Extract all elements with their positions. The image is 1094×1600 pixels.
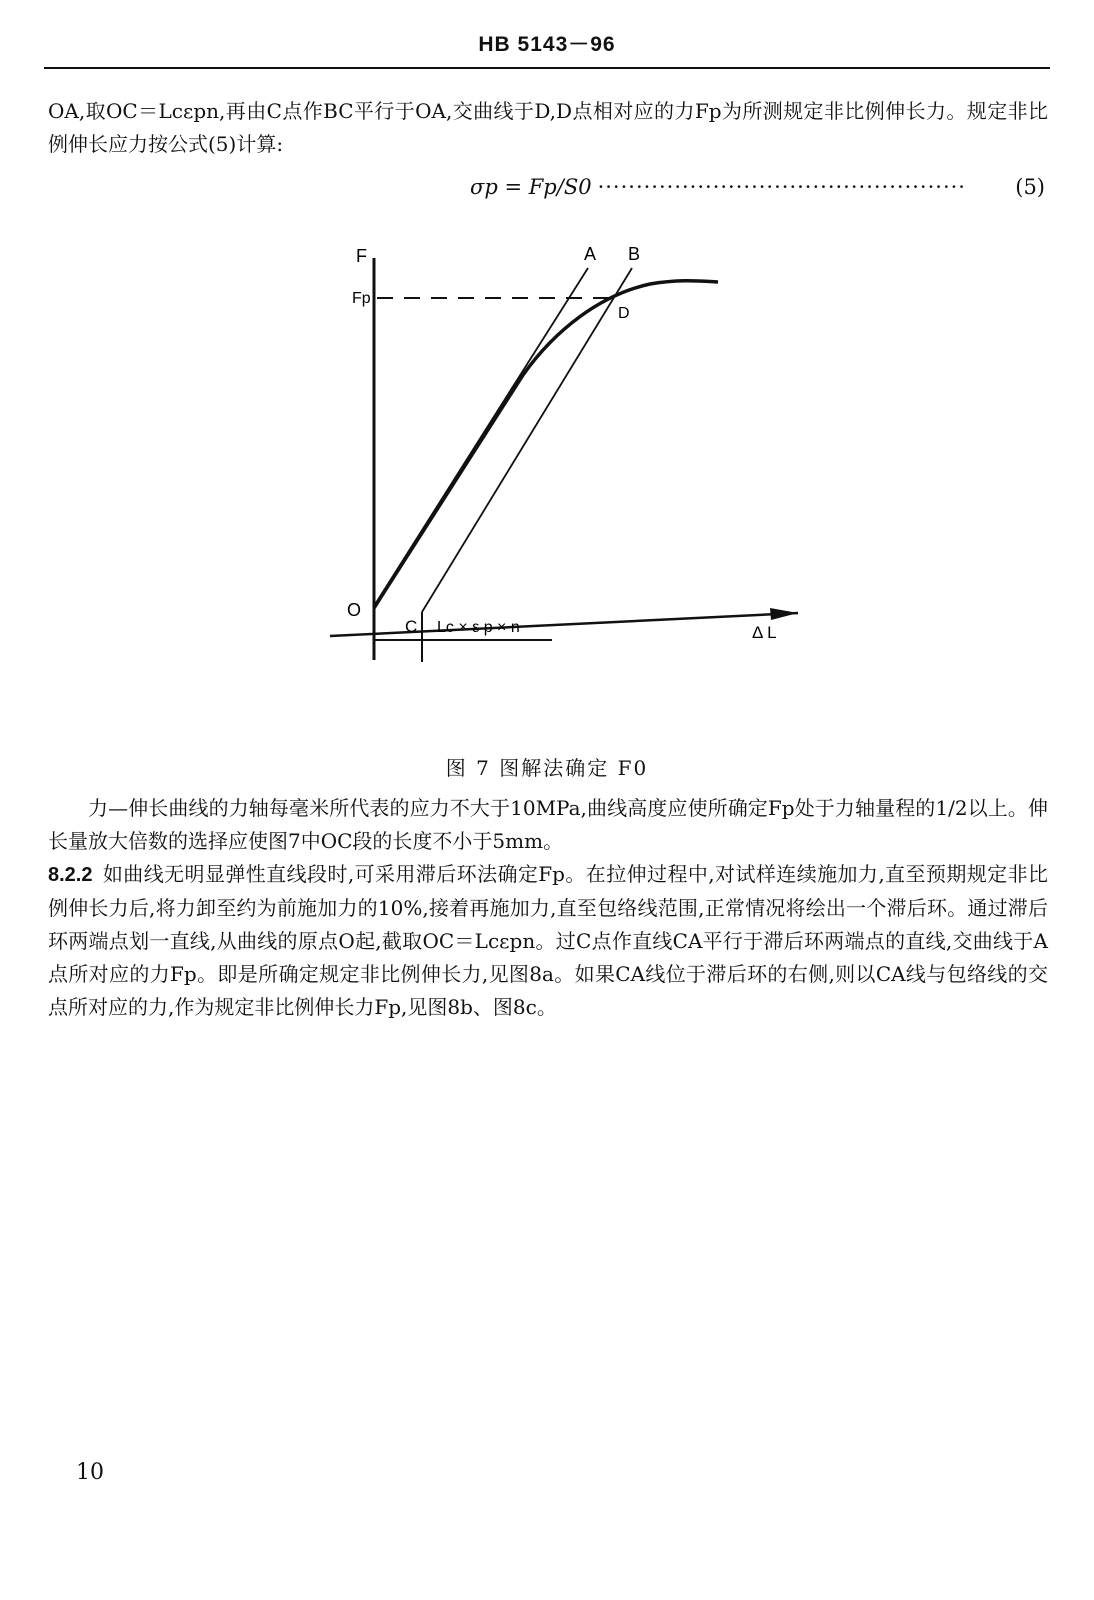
section-number: 8.2.2 — [48, 864, 93, 886]
force-axis-label: F — [356, 246, 367, 266]
paragraph-2: 力—伸长曲线的力轴每毫米所代表的应力不大于10MPa,曲线高度应使所确定Fp处于力轴量程的1/2以上。伸长量放大倍数的选择应使图7中OC段的长度不小于5mm。 — [48, 796, 1048, 853]
figure-7-diagram — [0, 0, 1094, 740]
origin-label: O — [347, 600, 362, 620]
section-text: 如曲线无明显弹性直线段时,可采用滞后环法确定Fp。在拉伸过程中,对试样连续施加力,直至预期规定非比例伸长力后,将力卸至约为前施加力的10%,接着再施加力,直至包络线范围,正常情况将绘出一个滞后环。通过滞后环两端点划一直线,从曲线的原点O起,截取OC＝Lcεpn。过C点作直线CA平行于滞后环两端点的直线,交曲线于A点所对应的力Fp。即是所确定规定非比例伸长力,见图8a。如果CA线位于滞后环的右侧,则以CA线与包络线的交点所对应的力,作为规定非比例伸长力Fp,见图8b、图8c。 — [48, 862, 1048, 1019]
paragraph-1: OA,取OC＝Lcεpn,再由C点作BC平行于OA,交曲线于D,D点相对应的力Fp为所测规定非比例伸长力。规定非比例伸长应力按公式(5)计算: — [48, 99, 1048, 156]
line-b-label: B — [628, 244, 641, 264]
point-c-label: C — [405, 617, 418, 636]
figure-caption: 图 7 图解法确定 F0 — [445, 756, 649, 780]
force-elongation-curve — [374, 281, 718, 608]
point-d-label: D — [618, 305, 630, 322]
offset-label: Lc × ε p × n — [437, 619, 520, 636]
elongation-axis-arrow — [770, 608, 798, 620]
elongation-axis-line — [330, 613, 798, 636]
formula-leaders: ················································ — [597, 175, 966, 199]
formula-number: (5) — [1015, 175, 1045, 199]
elongation-axis-label: Δ L — [752, 623, 777, 642]
page-number: 10 — [76, 1460, 104, 1485]
section-8-2-2 — [48, 858, 1048, 1024]
formula-expression: σp = Fp/S0 — [470, 175, 592, 199]
page-header: HB 5143－96 — [478, 33, 616, 56]
line-cb — [422, 268, 632, 612]
line-a-label: A — [584, 244, 597, 264]
fp-label: Fp — [352, 290, 371, 307]
